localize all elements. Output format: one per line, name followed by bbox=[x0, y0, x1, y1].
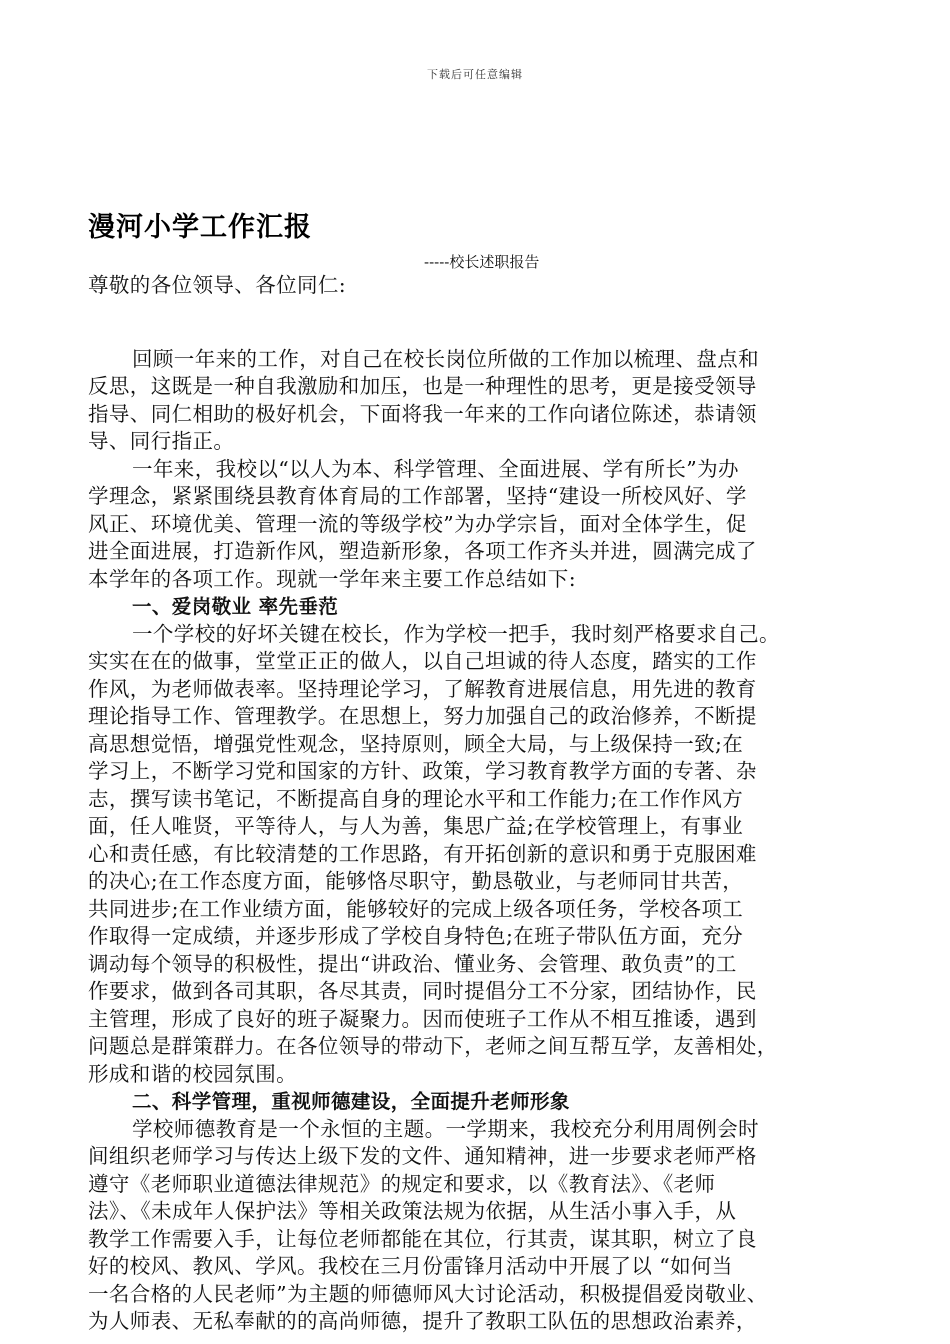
paragraph-2-line: 学理念，紧紧围绕县教育体育局的工作部署，坚持“建设一所校风好、学 bbox=[88, 484, 747, 508]
paragraph-4-line: 好的校风、教风、学风。我校在三月份雷锋月活动中开展了以 “如何当 bbox=[88, 1254, 733, 1278]
paragraph-1-line: 回顾一年来的工作，对自己在校长岗位所做的工作加以梳理、盘点和 bbox=[132, 346, 759, 371]
paragraph-3-line: 志，撰写读书笔记，不断提高自身的理论水平和工作能力;在工作作风方 bbox=[88, 786, 744, 811]
paragraph-3-line: 问题总是群策群力。在各位领导的带动下，老师之间互帮互学，友善相处， bbox=[88, 1034, 778, 1058]
paragraph-3-line: 一个学校的好坏关键在校长，作为学校一把手，我时刻严格要求自己。 bbox=[132, 621, 780, 646]
paragraph-4-line: 为人师表、无私奉献的的高尚师德，提升了教职工队伍的思想政治素养， bbox=[88, 1309, 757, 1333]
paragraph-4-line: 一名合格的人民老师”为主题的师德师风大讨论活动，积极提倡爱岗敬业、 bbox=[88, 1281, 768, 1306]
paragraph-1-line: 反思，这既是一种自我激励和加压，也是一种理性的思考，更是接受领导 bbox=[88, 374, 757, 398]
document-subtitle: -----校长述职报告 bbox=[424, 253, 540, 271]
paragraph-4-line: 教学工作需要入手，让每位老师都能在其位，行其责，谋其职，树立了良 bbox=[88, 1226, 757, 1251]
paragraph-3-line: 作风，为老师做表率。坚持理论学习，了解教育进展信息，用先进的教育 bbox=[88, 676, 757, 701]
paragraph-3-line: 调动每个领导的积极性，提出“讲政治、懂业务、会管理、敢负责”的工 bbox=[88, 951, 737, 976]
paragraph-2-line: 本学年的各项工作。现就一学年来主要工作总结如下: bbox=[88, 566, 577, 591]
paragraph-3-line: 作取得一定成绩，并逐步形成了学校自身特色;在班子带队伍方面，充分 bbox=[88, 924, 744, 948]
paragraph-3-line: 高思想觉悟，增强党性观念，坚持原则，顾全大局，与上级保持一致;在 bbox=[88, 731, 744, 756]
paragraph-4-line: 学校师德教育是一个永恒的主题。一学期来，我校充分利用周例会时 bbox=[132, 1116, 759, 1141]
paragraph-4-line: 遵守《老师职业道德法律规范》的规定和要求，以《教育法》、《老师 bbox=[88, 1171, 716, 1196]
salutation: 尊敬的各位领导、各位同仁: bbox=[88, 273, 347, 297]
paragraph-3-line: 作要求，做到各司其职，各尽其责，同时提倡分工不分家，团结协作，民 bbox=[88, 979, 757, 1003]
paragraph-3-line: 的决心;在工作态度方面，能够恪尽职守，勤恳敬业，与老师同甘共苦， bbox=[88, 869, 744, 893]
paragraph-2-line: 进全面进展，打造新作风，塑造新形象，各项工作齐头并进，圆满完成了 bbox=[88, 539, 757, 563]
section-heading-1: 一、爱岗敬业 率先垂范 bbox=[132, 595, 339, 618]
section-heading-2: 二、科学管理，重视师德建设，全面提升老师形象 bbox=[132, 1090, 570, 1113]
document-body bbox=[88, 272, 878, 1336]
paragraph-2-line: 一年来，我校以“以人为本、科学管理、全面进展、学有所长”为办 bbox=[132, 456, 739, 481]
paragraph-3-line: 实实在在的做事，堂堂正正的做人，以自己坦诚的待人态度，踏实的工作 bbox=[88, 649, 757, 673]
document-title: 漫河小学工作汇报 bbox=[88, 212, 312, 243]
paragraph-3-line: 心和责任感，有比较清楚的工作思路，有开拓创新的意识和勇于克服困难 bbox=[88, 841, 757, 866]
header-note: 下载后可任意编辑 bbox=[427, 68, 523, 81]
paragraph-spacer bbox=[88, 300, 878, 346]
paragraph-3-line: 理论指导工作、管理教学。在思想上，努力加强自己的政治修养，不断提 bbox=[88, 704, 757, 728]
paragraph-3-line: 形成和谐的校园氛围。 bbox=[88, 1061, 297, 1086]
paragraph-3-line: 学习上，不断学习党和国家的方针、政策，学习教育教学方面的专著、杂 bbox=[88, 759, 757, 783]
paragraph-4-line: 间组织老师学习与传达上级下发的文件、通知精神，进一步要求老师严格 bbox=[88, 1144, 757, 1168]
paragraph-1-line: 导、同行指正。 bbox=[88, 429, 235, 453]
paragraph-4-line: 法》、《未成年人保护法》等相关政策法规为依据，从生活小事入手，从 bbox=[88, 1199, 737, 1223]
paragraph-1-line: 指导、同仁相助的极好机会，下面将我一年来的工作向诸位陈述，恭请领 bbox=[88, 401, 757, 426]
paragraph-3-line: 共同进步;在工作业绩方面，能够较好的完成上级各项任务，学校各项工 bbox=[88, 896, 744, 921]
paragraph-2-line: 风正、环境优美、管理一流的等级学校”为办学宗旨，面对全体学生，促 bbox=[88, 511, 747, 536]
paragraph-3-line: 主管理，形成了良好的班子凝聚力。因而使班子工作从不相互推诿，遇到 bbox=[88, 1006, 757, 1031]
paragraph-3-line: 面，任人唯贤，平等待人，与人为善，集思广益;在学校管理上，有事业 bbox=[88, 814, 744, 838]
